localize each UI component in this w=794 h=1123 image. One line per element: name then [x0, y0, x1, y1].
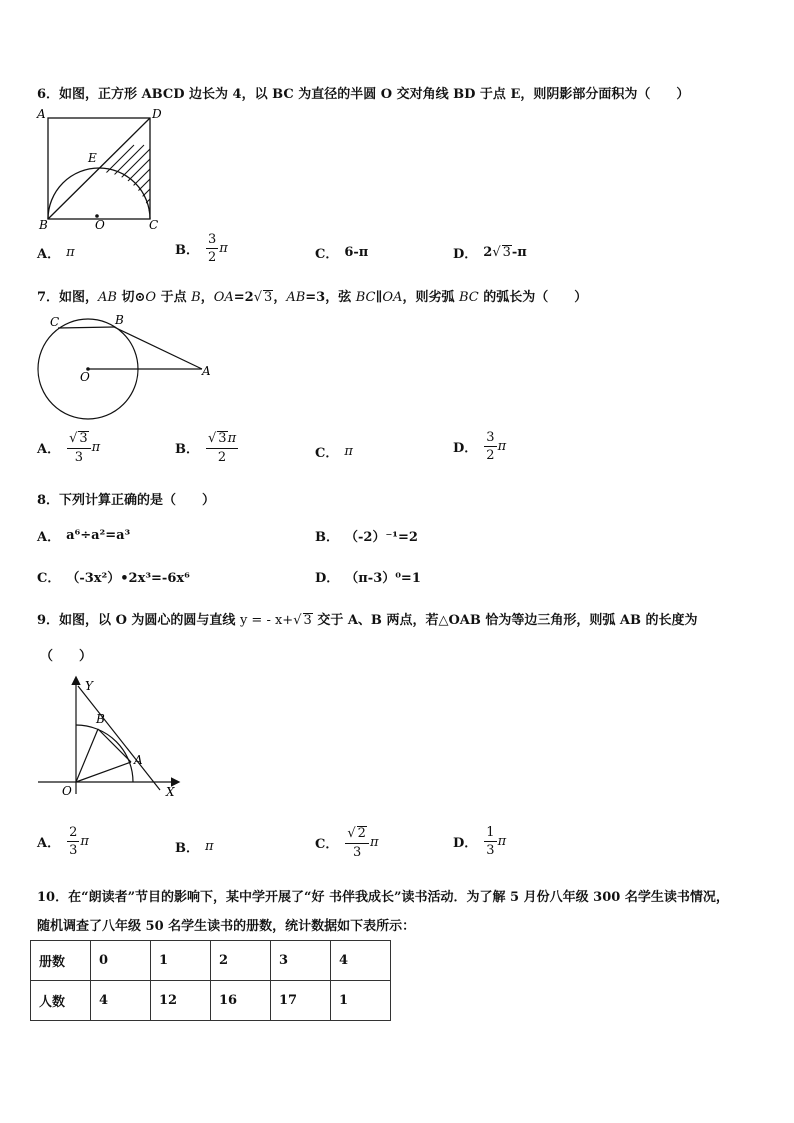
table-cell: 12	[151, 981, 211, 1021]
q8-option-a[interactable]: A． a⁶÷a²=a³	[37, 528, 131, 545]
q7-option-c[interactable]: C． π	[315, 444, 353, 461]
q7-option-d[interactable]: D． $\frac{3}{2}$ π	[453, 430, 507, 463]
q6-figure	[34, 105, 174, 233]
label-c: C	[149, 218, 159, 232]
table-cell: 人数	[31, 981, 91, 1021]
label-d: D	[152, 107, 162, 121]
q6-option-b[interactable]: B． $\frac{3}{2}$ π	[175, 232, 228, 265]
label-b: B	[115, 313, 124, 327]
q7-option-a[interactable]: A． $\frac{√ 3}{3}$ π	[37, 431, 101, 465]
q9-option-d[interactable]: D． $\frac{1}{3}$ π	[453, 825, 507, 858]
chord-bc	[58, 327, 114, 328]
q6-option-c[interactable]: C． 6-π	[315, 245, 369, 262]
table-cell: 1	[331, 981, 391, 1021]
q9-text: 9．如图，以 O 为圆心的圆与直线 y = - x+√ 3 交于 A、B 两点，若△OAB 恰为等边三角形，则弧 AB 的长度为	[37, 613, 698, 628]
label-o: O	[80, 370, 90, 384]
q6-option-a[interactable]: A． π	[37, 245, 75, 262]
label-b: B	[39, 218, 48, 232]
table-cell: 3	[271, 941, 331, 981]
q7-figure	[30, 310, 220, 426]
line-ab	[78, 686, 160, 790]
semicircle-o	[48, 168, 150, 219]
tangent-ab	[114, 327, 202, 369]
q6-text: 6．如图，正方形 ABCD 边长为 4，以 BC 为直径的半圆 O 交对角线 BD 于点 E，则阴影部分面积为（ ）	[37, 87, 690, 102]
segment-ab	[98, 729, 131, 762]
q8-option-c[interactable]: C． （-3x²）•2x³=-6x⁶	[37, 571, 190, 586]
label-a: A	[202, 364, 211, 378]
table-cell: 2	[211, 941, 271, 981]
table-cell: 册数	[31, 941, 91, 981]
label-c: C	[50, 315, 60, 329]
q9-paren: （ ）	[40, 649, 93, 664]
segment-oa	[76, 762, 131, 782]
segment-ob	[76, 729, 98, 782]
q10-line1: 10．在“朗读者”节目的影响下，某中学开展了“好 书伴我成长”读书活动．为了解 5 月份八年级 300 名学生读书情况，	[37, 890, 729, 905]
q8-option-d[interactable]: D． （π-3）⁰=1	[315, 571, 421, 586]
q6-option-d[interactable]: D． 2 √ 3 -π	[453, 245, 527, 262]
label-x: X	[166, 785, 175, 799]
q9-figure	[34, 672, 184, 800]
q9-option-c[interactable]: C． $\frac{√ 2}{3}$ π	[315, 826, 379, 860]
table-cell: 0	[91, 941, 151, 981]
label-y: Y	[85, 679, 93, 693]
label-o: O	[62, 784, 72, 798]
q9-option-a[interactable]: A． $\frac{2}{3}$ π	[37, 825, 89, 858]
table-cell: 4	[331, 941, 391, 981]
label-a: A	[37, 107, 46, 121]
q10-line2: 随机调查了八年级 50 名学生读书的册数，统计数据如下表所示：	[37, 919, 416, 934]
label-a: A	[134, 753, 143, 767]
table-cell: 1	[151, 941, 211, 981]
table-row	[31, 941, 391, 981]
label-e: E	[88, 151, 97, 165]
q10-table	[30, 940, 391, 1021]
q8-text: 8．下列计算正确的是（ ）	[37, 493, 216, 508]
table-cell: 17	[271, 981, 331, 1021]
table-row	[31, 981, 391, 1021]
q7-option-b[interactable]: B． $\frac{√ 3\pi}{2}$	[175, 431, 237, 465]
arc-circle-o	[76, 725, 133, 782]
label-o: O	[95, 218, 105, 232]
table-cell: 16	[211, 981, 271, 1021]
q8-option-b[interactable]: B． （-2）⁻¹=2	[315, 530, 418, 545]
label-b: B	[96, 712, 105, 726]
q7-text: 7．如图，AB 切⊙O 于点 B，OA=2√ 3，AB=3，弦 BC∥OA，则劣弧 BC 的弧长为（ ）	[37, 290, 588, 305]
q9-option-b[interactable]: B． π	[175, 839, 214, 856]
table-cell: 4	[91, 981, 151, 1021]
